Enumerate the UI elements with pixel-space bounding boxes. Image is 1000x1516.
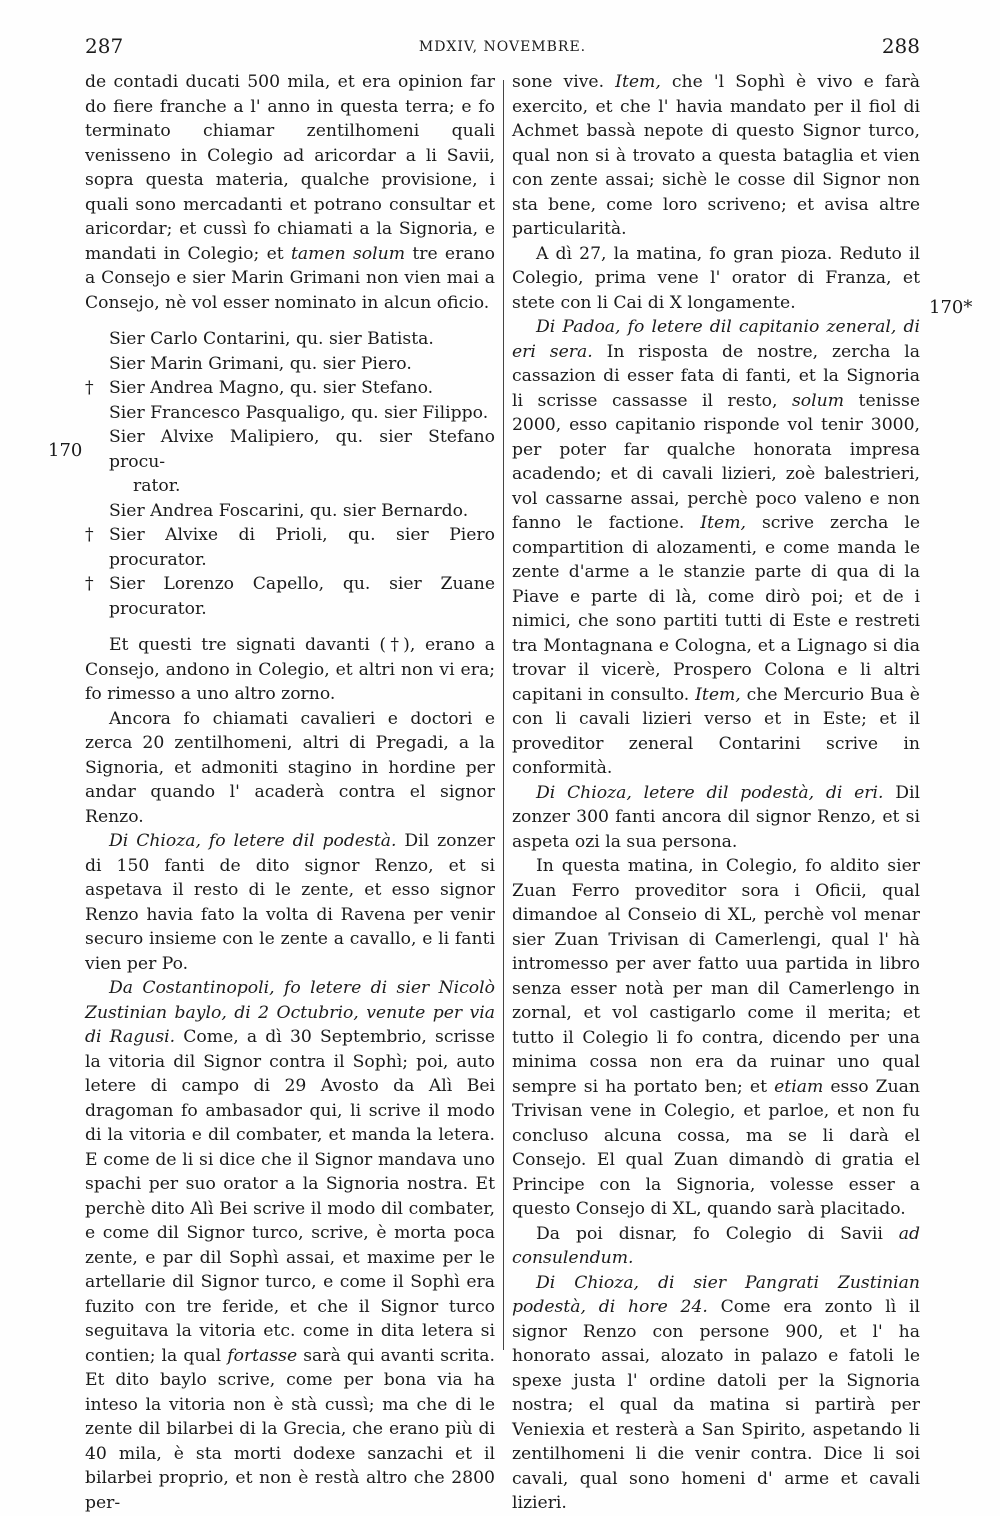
margin-marker-right: 170*	[929, 297, 973, 318]
dagger-mark: †	[85, 378, 94, 398]
page-number-right: 288	[881, 34, 920, 58]
list-item: Sier Alvixe Malipiero, qu. sier Stefano procu-	[109, 427, 495, 472]
paragraph: A dì 27, la matina, fo gran pioza. Reduto il Colegio, prima vene l' orator di Franza, et stete con li Cai di X longamente.	[512, 243, 920, 313]
page-number-left: 287	[85, 34, 124, 58]
paragraph: Di Chioza, di sier Pangrati Zustinian podestà, di hore 24. Come era zonto lì il signor Renzo con persone 900, et l' ha honorato assai, alozato in palazo e fatoli le spexe justa l' ordine datoli per la Signoria nostra; el qual da matina si partirà per Veniexia et resterà a San Spirito, aspetando li zentilhomeni li die venir contra. Dice li soi cavali, qual sono homeni d' arme et cavali lizieri.	[512, 1272, 920, 1513]
paragraph: Da Costantinopoli, fo letere di sier Nicolò Zustinian baylo, di 2 Octubrio, venute per via di Ragusi. Come, a dì 30 Septembrio, scrisse la vitoria dil Signor contra il Sophì; poi, auto letere di campo di 29 Avosto da Alì Bei dragoman fo ambasador qui, li scrive il modo di la vitoria e dil combater, et manda la letera. E come de li si dice che il Signor mandava uno spachi per suo orator a la Signoria nostra. Et perchè dito Alì Bei scrive il modo dil combater, e come dil Signor turco, scrive, è morta poca zente, e par dil Sophì assai, et maxime per le artellarie dil Signor turco, e come il Sophì era fuzito con tre feride, et che il Signor turco seguitava la vitoria etc. come in dita letera si contien; la qual fortasse sarà qui avanti scrita. Et dito baylo scrive, come per bona via ha inteso la vitoria non è stà cussì; ma che di le zente dil bilarbei di la Grecia, che erano più di 40 mila, è sta morti dodexe sanzachi et il bilarbei proprio, et non è restà altro che 2800 per-	[85, 978, 495, 1513]
list-item: † Sier Lorenzo Capello, qu. sier Zuane procurator.	[85, 574, 495, 619]
paragraph: de contadi ducati 500 mila, et era opinion far do fiere franche a l' anno in questa terra; e fo terminato chiamar zentilhomeni quali venisseno in Colegio ad aricordar a li Savii, sopra questa materia, qualche provisione, i quali sono mercadanti et potrano consultar et aricordar; et cussì fo chiamati a la Signoria, e mandati in Colegio; et tamen solum tre erano a Consejo e sier Marin Grimani non vien mai a Consejo, nè vol esser nominato in alcun oficio.	[85, 72, 495, 313]
column-divider	[503, 80, 504, 1350]
list-item-continued: rator.	[133, 476, 181, 496]
margin-marker-left: 170	[48, 440, 83, 461]
paragraph: Di Chioza, letere dil podestà, di eri. Dil zonzer 300 fanti ancora dil signor Renzo, et si aspeta ozi la sua persona.	[512, 782, 920, 852]
paragraph: sone vive. Item, che 'l Sophì è vivo e farà exercito, et che l' havia mandato per il fiol di Achmet bassà nepote di questo Signor turco, qual non si à trovato a questa bataglia et vien con zente assai; sichè le cosse dil Signor non sta bene, come loro scriveno; et avisa altre particularità.	[512, 72, 920, 239]
page-header	[85, 34, 920, 64]
left-column	[85, 70, 495, 1515]
running-title: MDXIV, NOVEMBRE.	[418, 39, 587, 55]
list-item: Sier Marin Grimani, qu. sier Piero.	[109, 353, 412, 374]
paragraph: Di Chioza, fo letere dil podestà. Dil zonzer di 150 fanti de dito signor Renzo, et si aspetava il resto di le zente, et esso signor Renzo havia fato la volta di Ravena per venir securo insieme con le zente a cavallo, e li fanti vien per Po.	[85, 831, 495, 974]
dagger-mark: †	[85, 574, 94, 594]
paragraph: In questa matina, in Colegio, fo aldito sier Zuan Ferro proveditor sora i Oficii, qual dimandoe al Conseio di XL, perchè vol menar sier Zuan Trivisan di Camerlengi, qual l' hà intromesso per aver fatto uua partida in libro senza esser notà per man dil Camerlengo in zornal, et vol castigarlo come il merita; et tutto il Colegio li fo contra, dicendo per una minima cossa non era da ruinar uno qual sempre si ha portato ben; et etiam esso Zuan Trivisan vene in Colegio, et parloe, et non fu concluso alcuna cossa, ma se li darà el Consejo. El qual Zuan dimandò di gratia el Principe con la Signoria, volesse esser a questo Consejo di XL, quando sarà placitado.	[512, 856, 920, 1219]
dagger-mark: †	[85, 525, 94, 545]
names-list	[85, 327, 495, 621]
list-item: Sier Andrea Foscarini, qu. sier Bernardo.	[109, 500, 469, 521]
right-column	[512, 70, 920, 1516]
list-item: † Sier Alvixe di Prioli, qu. sier Piero procurator.	[85, 525, 495, 570]
paragraph: Et questi tre signati davanti (†), erano a Consejo, andono in Colegio, et altri non vi era; fo rimesso a uno altro zorno.	[85, 635, 495, 704]
paragraph: Ancora fo chiamati cavalieri e doctori e zerca 20 zentilhomeni, altri di Pregadi, a la Signoria, et admoniti stagino in hordine per andar quando l' acaderà contra el signor Renzo.	[85, 708, 495, 827]
paragraph: Di Padoa, fo letere dil capitanio zeneral, di eri sera. In risposta de nostre, zercha la cassazion di esser fata di fanti, et la Signoria li scrisse cassasse il resto, solum tenisse 2000, esso capitanio risponde vol tenir 3000, per poter far qualche honorata impresa acadendo; et di cavali lizieri, zoè balestrieri, vol cassarne assai, perchè poco valeno e non fanno le factione. Item, scrive zercha le compartition di alozamenti, e come manda le zente d'arme a le stanzie parte di qua di la Piave e parte di là, come dirò poi; et de i nimici, che sono partiti tutti di Este e restreti tra Montagnana e Cologna, et a Lignago si dia trovar il vicerè, Prospero Colona e li altri capitani in consulto. Item, che Mercurio Bua è con li cavali lizieri verso et in Este; et il proveditor zeneral Contarini scrive in conformità.	[512, 317, 920, 778]
list-item: Sier Carlo Contarini, qu. sier Batista.	[109, 329, 434, 349]
list-item: † Sier Andrea Magno, qu. sier Stefano.	[85, 376, 495, 401]
paragraph: Da poi disnar, fo Colegio di Savii ad consulendum.	[512, 1223, 920, 1268]
list-item: Sier Francesco Pasqualigo, qu. sier Filippo.	[109, 402, 489, 423]
